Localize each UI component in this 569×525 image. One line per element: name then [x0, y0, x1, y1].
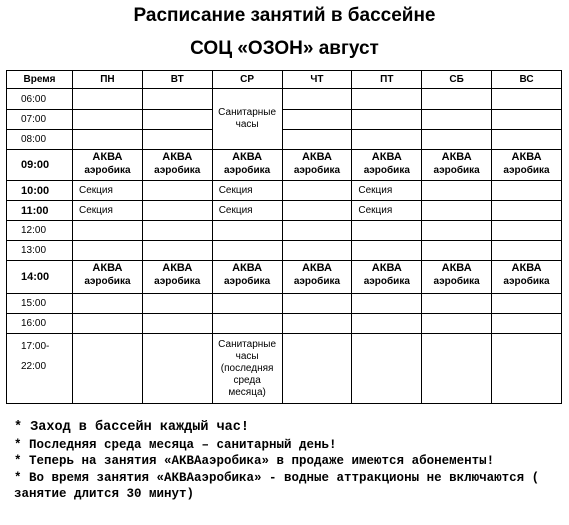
section-cell: Секция	[73, 201, 143, 221]
schedule-table	[6, 70, 562, 404]
empty-cell	[142, 130, 212, 150]
aerobics-word: аэробика	[503, 276, 550, 287]
aerobics-word: аэробика	[224, 276, 271, 287]
empty-cell	[422, 334, 492, 404]
empty-cell	[73, 130, 143, 150]
empty-cell	[142, 314, 212, 334]
empty-cell	[73, 241, 143, 261]
aqua-word: АКВА	[92, 151, 123, 163]
aqua-aerobics-cell	[282, 261, 352, 294]
empty-cell	[73, 110, 143, 130]
time-cell: 15:00	[7, 294, 73, 314]
aqua-word: АКВА	[441, 262, 472, 274]
time-cell: 08:00	[7, 130, 73, 150]
table-row	[7, 221, 562, 241]
empty-cell	[422, 221, 492, 241]
page-title: Расписание занятий в бассейне	[133, 5, 436, 26]
empty-cell	[492, 334, 562, 404]
empty-cell	[282, 221, 352, 241]
aqua-word: АКВА	[162, 151, 193, 163]
aqua-aerobics-cell	[352, 261, 422, 294]
aqua-aerobics-cell	[422, 150, 492, 181]
aqua-word: АКВА	[511, 151, 542, 163]
aqua-aerobics-cell	[212, 261, 282, 294]
empty-cell	[352, 110, 422, 130]
header-fri: ПТ	[352, 71, 422, 89]
table-row	[7, 314, 562, 334]
section-cell: Секция	[212, 181, 282, 201]
aqua-aerobics-cell	[73, 150, 143, 181]
empty-cell	[492, 130, 562, 150]
sanitary-hours-last-wednesday-cell: Санитарные часы (последняя среда месяца)	[212, 334, 282, 404]
empty-cell	[282, 89, 352, 110]
empty-cell	[212, 241, 282, 261]
note-item: * Последняя среда месяца – санитарный день!	[14, 437, 337, 452]
empty-cell	[422, 89, 492, 110]
table-row	[7, 261, 562, 294]
empty-cell	[352, 241, 422, 261]
time-start: 17:00-	[21, 341, 50, 352]
empty-cell	[212, 294, 282, 314]
aerobics-word: аэробика	[84, 276, 131, 287]
aerobics-word: аэробика	[224, 165, 271, 176]
aerobics-word: аэробика	[433, 276, 480, 287]
empty-cell	[282, 241, 352, 261]
empty-cell	[282, 201, 352, 221]
page-subtitle: СОЦ «ОЗОН» август	[190, 38, 379, 59]
notes-block	[14, 420, 559, 503]
empty-cell	[142, 241, 212, 261]
aqua-aerobics-cell	[282, 150, 352, 181]
empty-cell	[352, 89, 422, 110]
empty-cell	[352, 130, 422, 150]
aqua-word: АКВА	[232, 262, 263, 274]
aqua-word: АКВА	[511, 262, 542, 274]
empty-cell	[352, 221, 422, 241]
header-sun: ВС	[492, 71, 562, 89]
header-wed: СР	[212, 71, 282, 89]
empty-cell	[422, 130, 492, 150]
empty-cell	[492, 221, 562, 241]
time-cell: 16:00	[7, 314, 73, 334]
note-item: * Заход в бассейн каждый час!	[14, 420, 249, 435]
time-cell: 13:00	[7, 241, 73, 261]
aqua-aerobics-cell	[212, 150, 282, 181]
empty-cell	[492, 110, 562, 130]
empty-cell	[282, 110, 352, 130]
time-range-cell	[7, 334, 73, 404]
aqua-word: АКВА	[371, 262, 402, 274]
empty-cell	[492, 241, 562, 261]
empty-cell	[282, 314, 352, 334]
empty-cell	[352, 334, 422, 404]
aerobics-word: аэробика	[293, 276, 341, 287]
note-item: * Во время занятия «АКВАаэробика» - водные аттракционы не включаются ( занятие длится 30 минут)	[14, 470, 540, 501]
empty-cell	[282, 294, 352, 314]
aqua-aerobics-cell	[142, 150, 212, 181]
empty-cell	[492, 89, 562, 110]
empty-cell	[492, 201, 562, 221]
aqua-word: АКВА	[371, 151, 402, 163]
empty-cell	[212, 314, 282, 334]
empty-cell	[142, 181, 212, 201]
aerobics-word: аэробика	[84, 165, 131, 176]
time-cell: 07:00	[7, 110, 73, 130]
table-row	[7, 241, 562, 261]
empty-cell	[212, 221, 282, 241]
aqua-word: АКВА	[162, 262, 193, 274]
aqua-word: АКВА	[301, 151, 332, 163]
aqua-aerobics-cell	[492, 150, 562, 181]
time-cell: 12:00	[7, 221, 73, 241]
empty-cell	[142, 201, 212, 221]
empty-cell	[142, 334, 212, 404]
empty-cell	[73, 221, 143, 241]
empty-cell	[282, 130, 352, 150]
table-row	[7, 201, 562, 221]
aerobics-word: аэробика	[503, 165, 550, 176]
section-cell: Секция	[212, 201, 282, 221]
empty-cell	[142, 110, 212, 130]
table-row	[7, 150, 562, 181]
empty-cell	[492, 294, 562, 314]
empty-cell	[492, 314, 562, 334]
table-row	[7, 294, 562, 314]
empty-cell	[282, 181, 352, 201]
empty-cell	[142, 221, 212, 241]
aqua-aerobics-cell	[492, 261, 562, 294]
header-mon: ПН	[73, 71, 143, 89]
time-end: 22:00	[21, 361, 47, 372]
time-cell: 14:00	[7, 261, 73, 294]
aerobics-word: аэробика	[293, 165, 341, 176]
time-cell: 06:00	[7, 89, 73, 110]
aerobics-word: аэробика	[154, 165, 201, 176]
header-thu: ЧТ	[282, 71, 352, 89]
time-cell: 09:00	[7, 150, 73, 181]
empty-cell	[282, 334, 352, 404]
sanitary-hours-cell: Санитарные часы	[212, 89, 282, 150]
empty-cell	[422, 110, 492, 130]
aqua-aerobics-cell	[142, 261, 212, 294]
section-cell: Секция	[352, 201, 422, 221]
empty-cell	[73, 89, 143, 110]
aqua-word: АКВА	[232, 151, 263, 163]
aqua-word: АКВА	[441, 151, 472, 163]
empty-cell	[142, 89, 212, 110]
note-item: * Теперь на занятия «АКВАаэробика» в продаже имеются абонементы!	[14, 454, 495, 468]
table-row	[7, 110, 562, 130]
empty-cell	[142, 294, 212, 314]
aqua-aerobics-cell	[352, 150, 422, 181]
time-cell: 10:00	[7, 181, 73, 201]
table-row	[7, 89, 562, 110]
table-row	[7, 130, 562, 150]
empty-cell	[422, 314, 492, 334]
empty-cell	[422, 201, 492, 221]
aqua-aerobics-cell	[73, 261, 143, 294]
empty-cell	[352, 314, 422, 334]
aerobics-word: аэробика	[363, 165, 410, 176]
empty-cell	[73, 294, 143, 314]
table-row	[7, 334, 562, 404]
empty-cell	[422, 241, 492, 261]
section-cell: Секция	[73, 181, 143, 201]
empty-cell	[422, 181, 492, 201]
aqua-word: АКВА	[301, 262, 332, 274]
header-time: Время	[7, 71, 73, 89]
empty-cell	[73, 334, 143, 404]
empty-cell	[422, 294, 492, 314]
aerobics-word: аэробика	[433, 165, 480, 176]
table-row	[7, 181, 562, 201]
aerobics-word: аэробика	[363, 276, 410, 287]
empty-cell	[492, 181, 562, 201]
header-sat: СБ	[422, 71, 492, 89]
time-cell: 11:00	[7, 201, 73, 221]
empty-cell	[352, 294, 422, 314]
section-cell: Секция	[352, 181, 422, 201]
header-row	[7, 71, 562, 89]
aerobics-word: аэробика	[154, 276, 201, 287]
aqua-aerobics-cell	[422, 261, 492, 294]
aqua-word: АКВА	[92, 262, 123, 274]
header-tue: ВТ	[142, 71, 212, 89]
empty-cell	[73, 314, 143, 334]
